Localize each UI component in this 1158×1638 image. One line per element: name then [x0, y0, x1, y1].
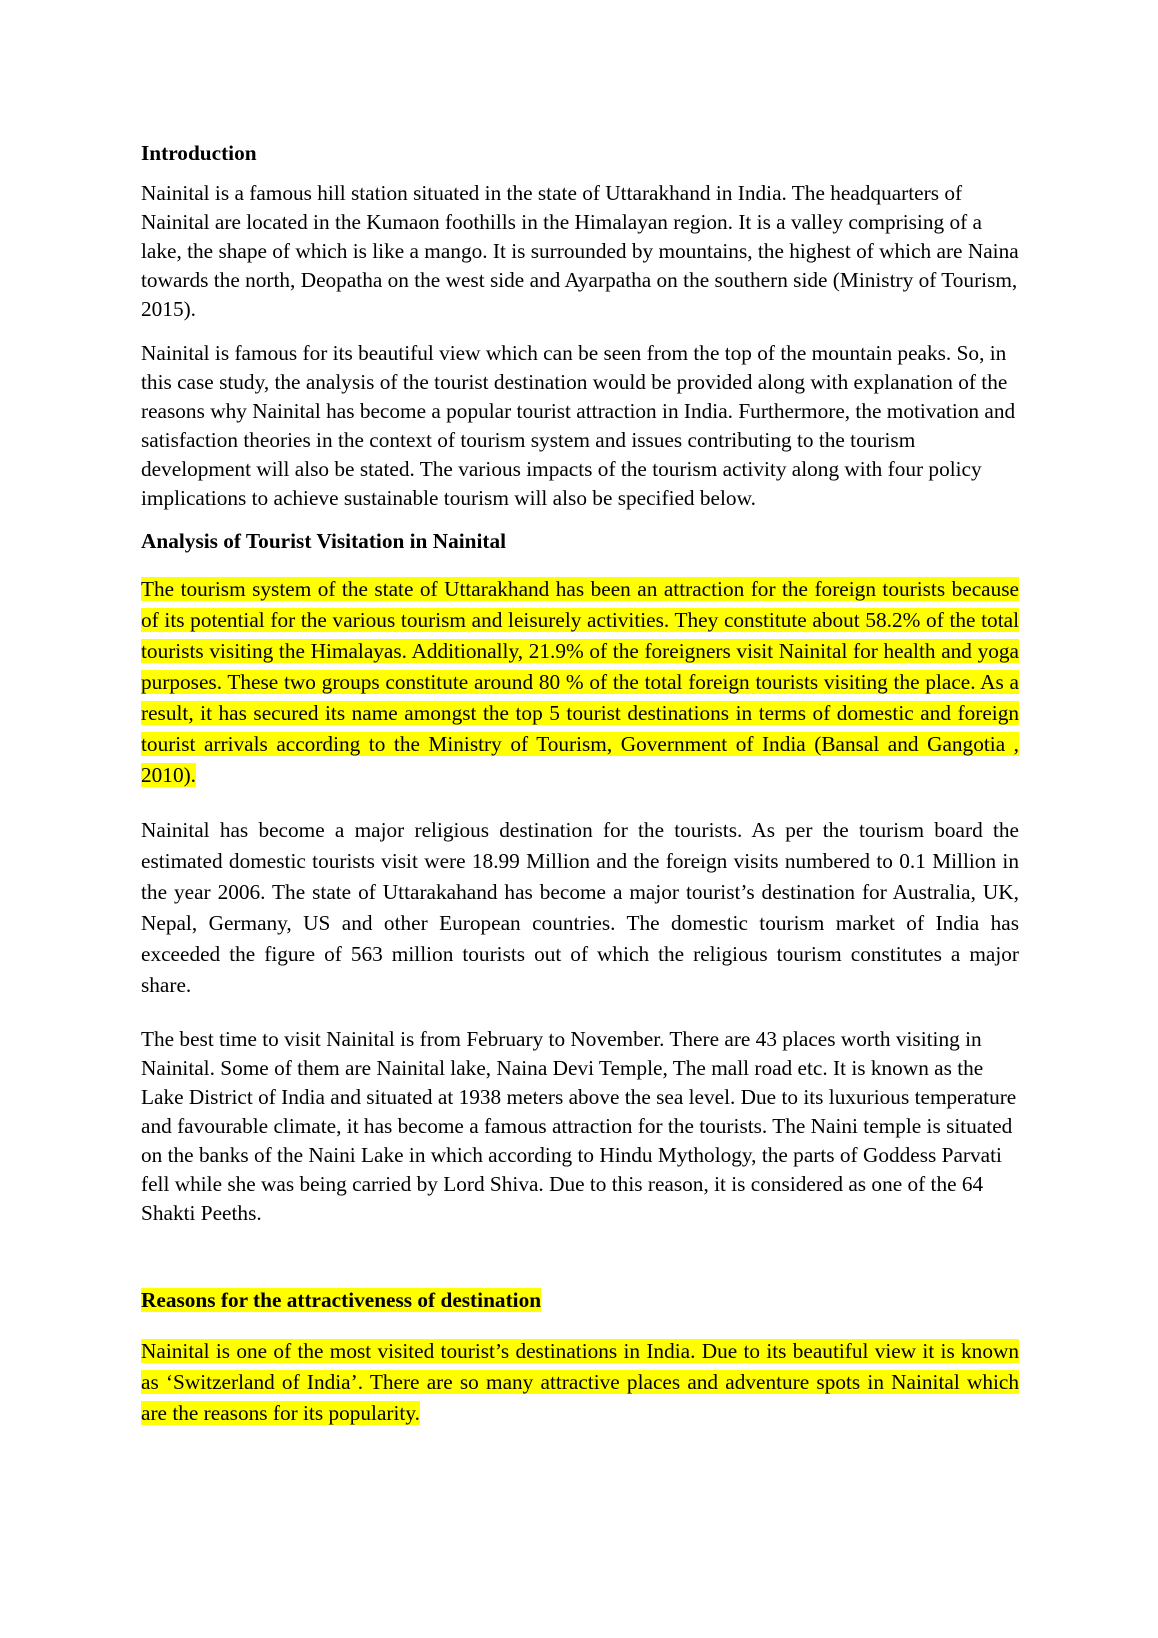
heading-analysis: Analysis of Tourist Visitation in Nainital — [141, 529, 507, 553]
analysis-paragraph-3: The best time to visit Nainital is from February to November. There are 43 places worth visiting in Nainital. Some of them are Nainital lake, Naina Devi Temple, The mall road etc. It is known as the Lake District of India and situated at 1938 meters above the sea level. Due to its luxurious temperature and favourable climate, it has become a famous attraction for the tourists. The Naini temple is situated on the banks of the Naini Lake in which according to Hindu Mythology, the parts of Goddess Parvati fell while she was being carried by Lord Shiva. Due to this reason, it is considered as one of the 64 Shakti Peeths. — [141, 1027, 1017, 1225]
intro-paragraph-2: Nainital is famous for its beautiful view which can be seen from the top of the mountain peaks. So, in this case study, the analysis of the tourist destination would be provided along with explanation of the reasons why Nainital has become a popular tourist attraction in India. Furthermore, the motivation and satisfaction theories in the context of tourism system and issues contributing to the tourism development will also be stated. The various impacts of the tourism activity along with four policy implications to achieve sustainable tourism will also be specified below. — [141, 341, 1016, 510]
analysis-paragraph-1 — [141, 574, 1019, 791]
reasons-paragraph-1 — [141, 1336, 1019, 1429]
highlighted-text: Nainital is one of the most visited tourist’s destinations in India. Due to its beautiful view it is known as ‘Switzerland of India’. There are so many attractive places and adventure spots in Nainital which are the reasons for its popularity. — [141, 1339, 1019, 1425]
document-page — [141, 139, 1019, 1429]
analysis-paragraph-2: Nainital has become a major religious destination for the tourists. As per the tourism board the estimated domestic tourists visit were 18.99 Million and the foreign visits numbered to 0.1 Million in the year 2006. The state of Uttarakahand has become a major tourist’s destination for Australia, UK, Nepal, Germany, US and other European countries. The domestic tourism market of India has exceeded the figure of 563 million tourists out of which the religious tourism constitutes a major share. — [141, 818, 1019, 997]
heading-introduction: Introduction — [141, 141, 257, 165]
intro-paragraph-1: Nainital is a famous hill station situated in the state of Uttarakhand in India. The headquarters of Nainital are located in the Kumaon foothills in the Himalayan region. It is a valley comprising of a lake, the shape of which is like a mango. It is surrounded by mountains, the highest of which are Naina towards the north, Deopatha on the west side and Ayarpatha on the southern side (Ministry of Tourism, 2015). — [141, 181, 1019, 321]
heading-reasons — [141, 1286, 1019, 1315]
highlighted-text: The tourism system of the state of Uttarakhand has been an attraction for the foreign tourists because of its potential for the various tourism and leisurely activities. They constitute about 58.2% of the total tourists visiting the Himalayas. Additionally, 21.9% of the foreigners visit Nainital for health and yoga purposes. These two groups constitute around 80 % of the total foreign tourists visiting the place. As a result, it has secured its name amongst the top 5 tourist destinations in terms of domestic and foreign tourist arrivals according to the Ministry of Tourism, Government of India (Bansal and Gangotia , 2010). — [141, 577, 1019, 787]
highlighted-heading: Reasons for the attractiveness of destination — [141, 1288, 542, 1312]
